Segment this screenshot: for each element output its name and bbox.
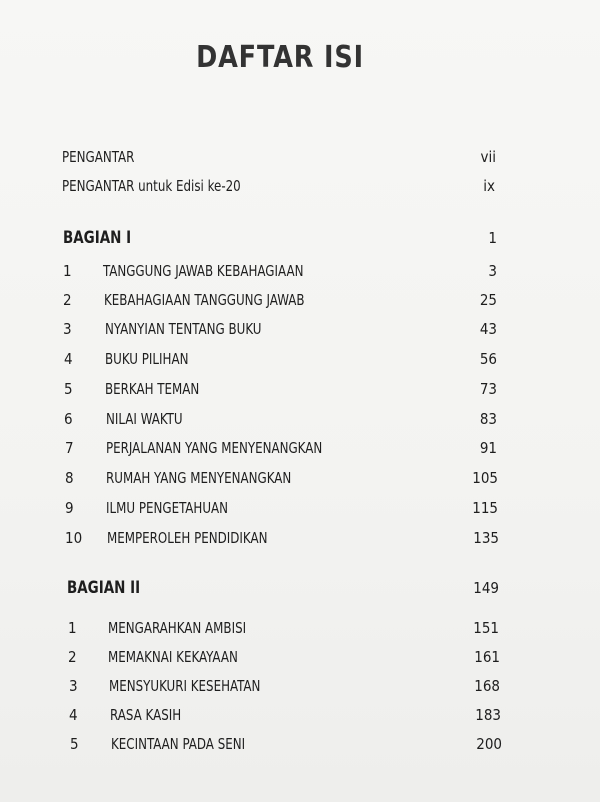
chapter-page: 73	[479, 380, 497, 398]
page-title: DAFTAR ISI	[196, 40, 364, 75]
chapter-page: 161	[474, 648, 500, 666]
toc-entry-pengantar[interactable]	[0, 145, 600, 169]
chapter-label: MENGARAHKAN AMBISI	[108, 619, 247, 637]
chapter-number: 6	[64, 410, 73, 428]
chapter-number: 1	[63, 262, 72, 280]
toc-entry-pengantar-edisi[interactable]	[0, 174, 600, 198]
toc-entry-page: ix	[483, 177, 495, 195]
section-label: BAGIAN I	[63, 228, 132, 248]
toc-entry-label: PENGANTAR untuk Edisi ke-20	[62, 177, 241, 195]
chapter-page: 83	[479, 410, 497, 428]
chapter-label: MEMAKNAI KEKAYAAN	[108, 648, 238, 666]
chapter-page: 105	[472, 469, 498, 487]
toc-section-bagian-2[interactable]	[0, 576, 600, 600]
chapter-label: NYANYIAN TENTANG BUKU	[105, 320, 262, 338]
chapter-label: RUMAH YANG MENYENANGKAN	[106, 469, 292, 487]
chapter-number: 1	[68, 619, 77, 637]
toc-chapter[interactable]	[0, 703, 600, 727]
chapter-page: 151	[473, 619, 499, 637]
toc-chapter[interactable]	[0, 407, 600, 431]
chapter-label: KECINTAAN PADA SENI	[111, 735, 246, 753]
chapter-page: 3	[488, 262, 497, 280]
chapter-page: 183	[475, 706, 501, 724]
chapter-number: 4	[64, 350, 73, 368]
chapter-page: 91	[479, 439, 497, 457]
toc-entry-page: vii	[480, 148, 496, 166]
chapter-label: MENSYUKURI KESEHATAN	[109, 677, 261, 695]
chapter-page: 135	[473, 529, 499, 547]
toc-chapter[interactable]	[0, 645, 600, 669]
toc-entry-label: PENGANTAR	[62, 148, 135, 166]
chapter-page: 168	[474, 677, 500, 695]
toc-chapter[interactable]	[0, 674, 600, 698]
toc-chapter[interactable]	[0, 526, 600, 550]
toc-chapter[interactable]	[0, 347, 600, 371]
chapter-number: 4	[69, 706, 78, 724]
chapter-number: 2	[68, 648, 77, 666]
toc-chapter[interactable]	[0, 259, 600, 283]
toc-chapter[interactable]	[0, 377, 600, 401]
chapter-number: 8	[65, 469, 74, 487]
chapter-label: PERJALANAN YANG MENYENANGKAN	[106, 439, 323, 457]
chapter-page: 25	[479, 291, 497, 309]
chapter-label: RASA KASIH	[110, 706, 182, 724]
chapter-number: 9	[65, 499, 74, 517]
toc-chapter[interactable]	[0, 616, 600, 640]
chapter-page: 115	[472, 499, 498, 517]
toc-section-bagian-1[interactable]	[0, 226, 600, 250]
toc-chapter[interactable]	[0, 436, 600, 460]
chapter-number: 5	[70, 735, 79, 753]
chapter-label: BUKU PILIHAN	[105, 350, 189, 368]
chapter-number: 10	[65, 529, 83, 547]
chapter-number: 3	[63, 320, 72, 338]
chapter-page: 200	[476, 735, 502, 753]
chapter-page: 56	[479, 350, 497, 368]
section-label: BAGIAN II	[67, 578, 141, 598]
chapter-label: NILAI WAKTU	[106, 410, 183, 428]
toc-chapter[interactable]	[0, 466, 600, 490]
section-page: 149	[473, 579, 499, 597]
chapter-number: 7	[65, 439, 74, 457]
chapter-label: KEBAHAGIAAN TANGGUNG JAWAB	[104, 291, 305, 309]
chapter-label: MEMPEROLEH PENDIDIKAN	[107, 529, 268, 547]
chapter-label: ILMU PENGETAHUAN	[106, 499, 229, 517]
toc-chapter[interactable]	[0, 732, 600, 756]
chapter-number: 3	[69, 677, 78, 695]
chapter-label: TANGGUNG JAWAB KEBAHAGIAAN	[103, 262, 304, 280]
toc-chapter[interactable]	[0, 496, 600, 520]
toc-chapter[interactable]	[0, 317, 600, 341]
chapter-page: 43	[479, 320, 497, 338]
chapter-number: 2	[63, 291, 72, 309]
toc-chapter[interactable]	[0, 288, 600, 312]
chapter-label: BERKAH TEMAN	[105, 380, 200, 398]
section-page: 1	[488, 229, 497, 247]
chapter-number: 5	[64, 380, 73, 398]
